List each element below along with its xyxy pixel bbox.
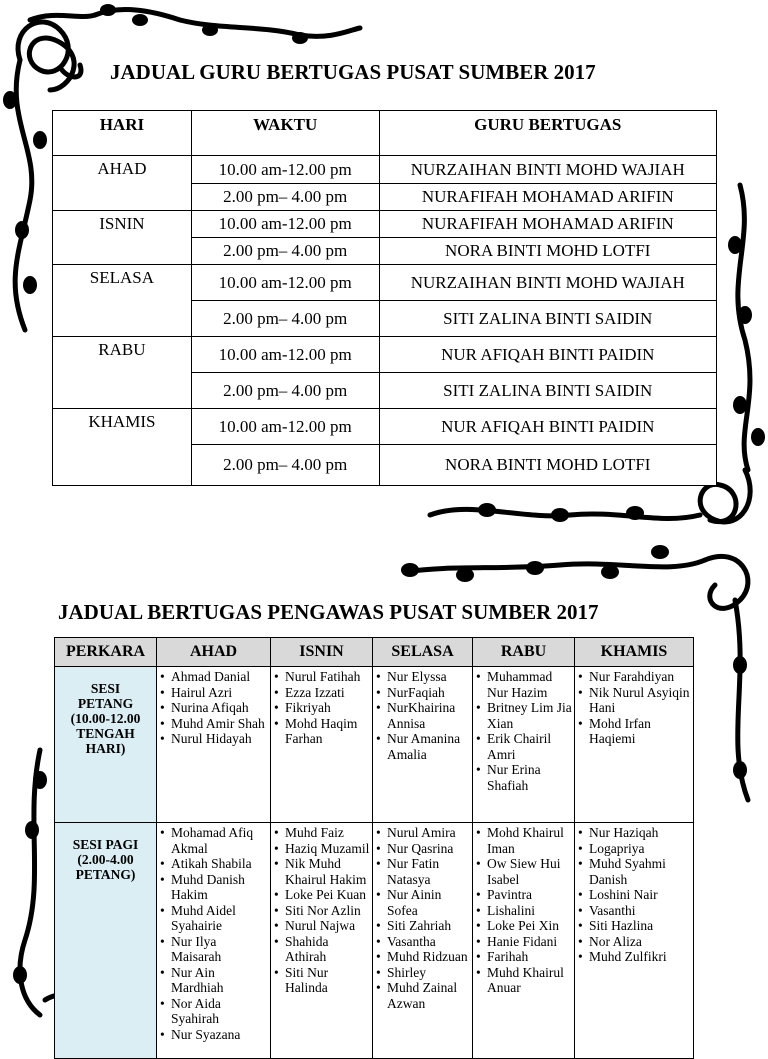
list-item: • Loke Pei Kuan [285, 887, 370, 903]
list-item: • Muhd Danish Hakim [171, 872, 268, 903]
list-item: • Haziq Muzamil [285, 841, 370, 857]
header-selasa: SELASA [373, 638, 473, 667]
prefect-list-cell [157, 823, 271, 1059]
list-item: • Mohamad Afiq Akmal [171, 825, 268, 856]
day-cell: ISNIN [53, 211, 192, 265]
list-item: • Lishalini [487, 903, 572, 919]
prefect-list-cell [157, 667, 271, 823]
time-cell: 2.00 pm– 4.00 pm [191, 301, 379, 337]
header-guru-bertugas: GURU BERTUGAS [379, 111, 716, 156]
list-item: • Vasanthi [589, 903, 691, 919]
time-cell: 2.00 pm– 4.00 pm [191, 373, 379, 409]
time-cell: 2.00 pm– 4.00 pm [191, 238, 379, 265]
table-row [53, 409, 717, 445]
header-isnin: ISNIN [271, 638, 373, 667]
list-item: • Nik Nurul Asyiqin Hani [589, 685, 691, 716]
list-item: • Siti Hazlina [589, 918, 691, 934]
time-cell: 10.00 am-12.00 pm [191, 211, 379, 238]
session-label-line: (10.00-12.00 [70, 711, 141, 726]
list-item: • Pavintra [487, 887, 572, 903]
list-item: • Muhd Amir Shah [171, 716, 268, 732]
list-item: • Britney Lim Jia Xian [487, 700, 572, 731]
time-cell: 10.00 am-12.00 pm [191, 409, 379, 445]
day-cell: AHAD [53, 156, 192, 211]
teacher-cell: NUR AFIQAH BINTI PAIDIN [379, 337, 716, 373]
prefect-list-cell [373, 823, 473, 1059]
prefect-list [473, 825, 572, 996]
header-rabu: RABU [473, 638, 575, 667]
list-item: • NurFaqiah [387, 685, 470, 701]
duty-header-row [53, 111, 717, 156]
prefect-duty-table [54, 637, 694, 1059]
teacher-cell: NORA BINTI MOHD LOTFI [379, 445, 716, 486]
prefect-list [373, 825, 470, 1011]
list-item: • Hairul Azri [171, 685, 268, 701]
list-item: • Nur Ilya Maisarah [171, 934, 268, 965]
teacher-cell: SITI ZALINA BINTI SAIDIN [379, 373, 716, 409]
prefect-list [373, 669, 470, 762]
list-item: • Nur Elyssa [387, 669, 470, 685]
list-item: • Vasantha [387, 934, 470, 950]
list-item: • Logapriya [589, 841, 691, 857]
list-item: • Mohd Irfan Haqiemi [589, 716, 691, 747]
header-hari: HARI [53, 111, 192, 156]
list-item: • Nurul Najwa [285, 918, 370, 934]
list-item: • Shirley [387, 965, 470, 981]
session-label-line: TENGAH [76, 726, 135, 741]
list-item: • Loke Pei Xin [487, 918, 572, 934]
time-cell: 10.00 am-12.00 pm [191, 337, 379, 373]
table-row [53, 156, 717, 184]
session-label-line: SESI [90, 681, 121, 696]
list-item: • Hanie Fidani [487, 934, 572, 950]
list-item: • Nor Aliza [589, 934, 691, 950]
list-item: • Nurul Fatihah [285, 669, 370, 685]
prefect-list [157, 825, 268, 1042]
header-ahad: AHAD [157, 638, 271, 667]
teacher-cell: NURZAIHAN BINTI MOHD WAJIAH [379, 156, 716, 184]
list-item: • Nur Ain Mardhiah [171, 965, 268, 996]
prefect-list-cell [473, 667, 575, 823]
table-row [55, 667, 694, 823]
list-item: • Muhd Zainal Azwan [387, 980, 470, 1011]
list-item: • Muhd Ridzuan [387, 949, 470, 965]
list-item: • Mohd Haqim Farhan [285, 716, 370, 747]
session-label-line: PETANG) [75, 867, 136, 882]
list-item: • Ahmad Danial [171, 669, 268, 685]
list-item: • Nur Ainin Sofea [387, 887, 470, 918]
list-item: • Nur Amanina Amalia [387, 731, 470, 762]
prefect-list-cell [575, 667, 694, 823]
list-item: • Atikah Shabila [171, 856, 268, 872]
list-item: • Muhd Faiz [285, 825, 370, 841]
list-item: • Nur Fatin Natasya [387, 856, 470, 887]
session-label-cell [55, 823, 157, 1059]
session-label-line: HARI) [85, 741, 126, 756]
list-item: • Muhd Khairul Anuar [487, 965, 572, 996]
list-item: • Nur Farahdiyan [589, 669, 691, 685]
prefect-list [157, 669, 268, 747]
prefect-list-cell [473, 823, 575, 1059]
duty-teacher-title: JADUAL GURU BERTUGAS PUSAT SUMBER 2017 [110, 60, 596, 84]
header-perkara: PERKARA [55, 638, 157, 667]
session-label-line: PETANG [77, 696, 134, 711]
list-item: • Mohd Khairul Iman [487, 825, 572, 856]
list-item: • Ow Siew Hui Isabel [487, 856, 572, 887]
list-item: • Siti Nur Halinda [285, 965, 370, 996]
list-item: • Muhd Syahmi Danish [589, 856, 691, 887]
teacher-cell: NUR AFIQAH BINTI PAIDIN [379, 409, 716, 445]
list-item: • Muhammad Nur Hazim [487, 669, 572, 700]
list-item: • Nur Erina Shafiah [487, 762, 572, 793]
day-cell: KHAMIS [53, 409, 192, 486]
prefect-list-cell [271, 667, 373, 823]
list-item: • Nurina Afiqah [171, 700, 268, 716]
session-label-line: (2.00-4.00 [77, 852, 134, 867]
teacher-cell: NURAFIFAH MOHAMAD ARIFIN [379, 184, 716, 211]
prefect-duty-title: JADUAL BERTUGAS PENGAWAS PUSAT SUMBER 2017 [58, 600, 599, 624]
list-item: • Nik Muhd Khairul Hakim [285, 856, 370, 887]
table-row [55, 823, 694, 1059]
list-item: • Siti Nor Azlin [285, 903, 370, 919]
time-cell: 10.00 am-12.00 pm [191, 156, 379, 184]
session-label-line: SESI PAGI [72, 837, 139, 852]
prefect-header-row [55, 638, 694, 667]
prefect-list [575, 825, 691, 965]
duty-teacher-table [52, 110, 717, 486]
teacher-cell: SITI ZALINA BINTI SAIDIN [379, 301, 716, 337]
header-waktu: WAKTU [191, 111, 379, 156]
list-item: • NurKhairina Annisa [387, 700, 470, 731]
session-label-cell [55, 667, 157, 823]
header-khamis: KHAMIS [575, 638, 694, 667]
time-cell: 10.00 am-12.00 pm [191, 265, 379, 301]
list-item: • Nur Syazana [171, 1027, 268, 1043]
teacher-cell: NORA BINTI MOHD LOTFI [379, 238, 716, 265]
list-item: • Loshini Nair [589, 887, 691, 903]
list-item: • Nur Qasrina [387, 841, 470, 857]
teacher-cell: NURZAIHAN BINTI MOHD WAJIAH [379, 265, 716, 301]
time-cell: 2.00 pm– 4.00 pm [191, 184, 379, 211]
time-cell: 2.00 pm– 4.00 pm [191, 445, 379, 486]
table-row [53, 337, 717, 373]
table-row [53, 211, 717, 238]
list-item: • Ezza Izzati [285, 685, 370, 701]
list-item: • Erik Chairil Amri [487, 731, 572, 762]
prefect-list [271, 669, 370, 747]
day-cell: RABU [53, 337, 192, 409]
table-row [53, 265, 717, 301]
list-item: • Nor Aida Syahirah [171, 996, 268, 1027]
prefect-list [271, 825, 370, 996]
list-item: • Farihah [487, 949, 572, 965]
list-item: • Nurul Amira [387, 825, 470, 841]
list-item: • Fikriyah [285, 700, 370, 716]
list-item: • Shahida Athirah [285, 934, 370, 965]
teacher-cell: NURAFIFAH MOHAMAD ARIFIN [379, 211, 716, 238]
prefect-list-cell [271, 823, 373, 1059]
list-item: • Muhd Zulfikri [589, 949, 691, 965]
prefect-list-cell [575, 823, 694, 1059]
list-item: • Muhd Aidel Syahairie [171, 903, 268, 934]
list-item: • Nurul Hidayah [171, 731, 268, 747]
day-cell: SELASA [53, 265, 192, 337]
list-item: • Siti Zahriah [387, 918, 470, 934]
prefect-list [473, 669, 572, 793]
prefect-list [575, 669, 691, 747]
list-item: • Nur Haziqah [589, 825, 691, 841]
prefect-list-cell [373, 667, 473, 823]
